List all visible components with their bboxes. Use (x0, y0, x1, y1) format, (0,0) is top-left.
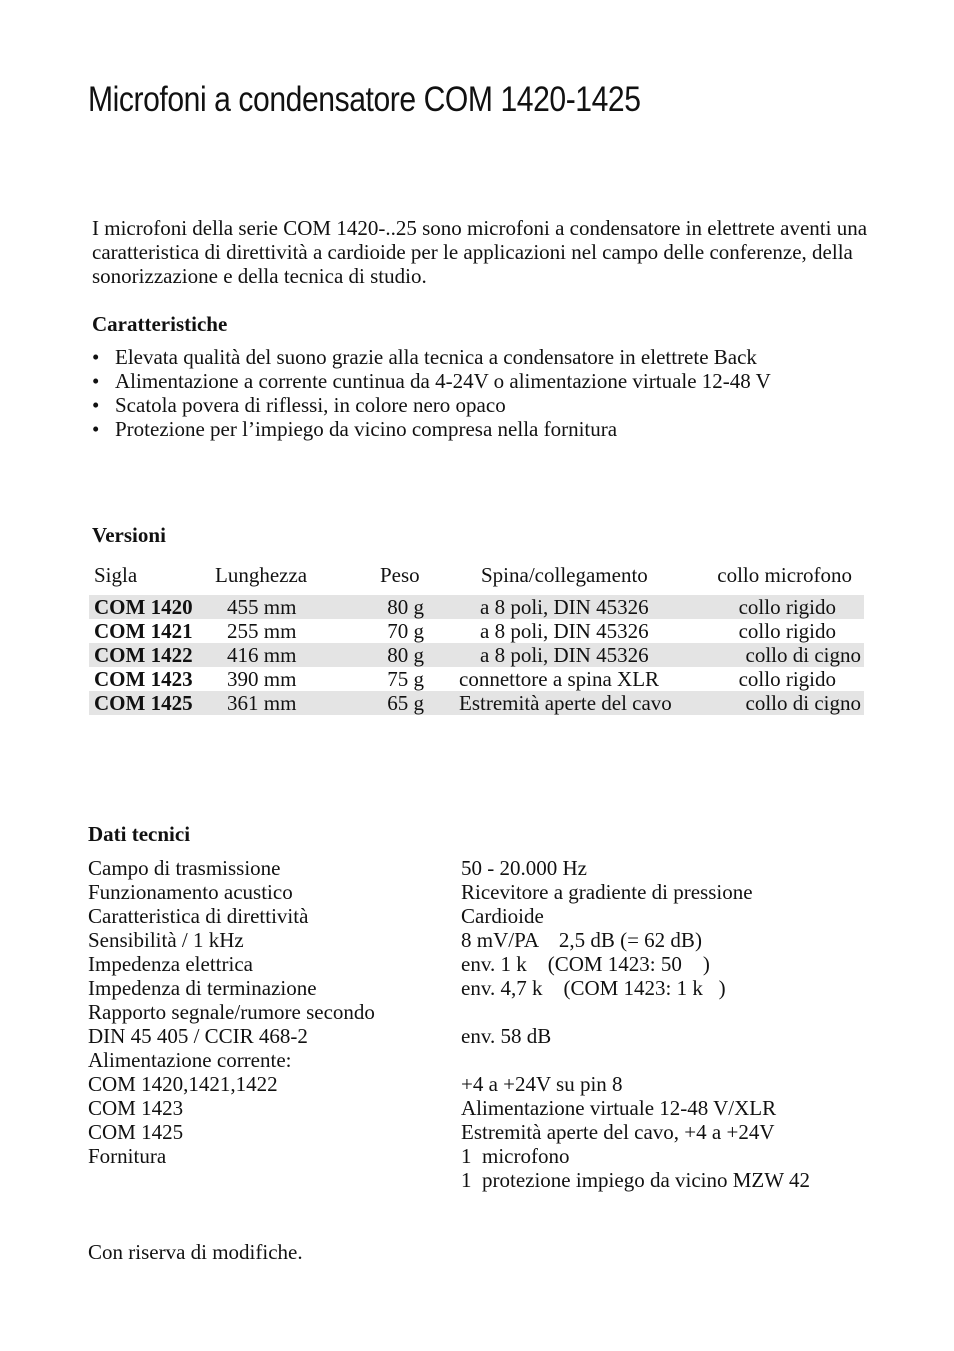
spec-label: Funzionamento acustico (88, 880, 293, 904)
spec-label: Impedenza di terminazione (88, 976, 317, 1000)
table-row (89, 619, 864, 643)
column-header: Lunghezza (215, 563, 308, 587)
model-code: COM 1423 (94, 667, 193, 691)
list-item: • Protezione per l’impiego da vicino compresa nella fornitura (92, 417, 618, 441)
column-header: Spina/collegamento (481, 563, 648, 587)
spec-value: 8 mV/PA 2,5 dB (= 62 dB) (461, 928, 702, 952)
spec-row (88, 880, 888, 904)
table-cell: 361 mm (227, 691, 297, 715)
model-code: COM 1425 (94, 691, 193, 715)
list-item: • Alimentazione a corrente cuntinua da 4-24V o alimentazione virtuale 12-48 V (92, 369, 771, 393)
footer-note: Con riserva di modifiche. (88, 1240, 303, 1264)
versions-heading: Versioni (92, 523, 166, 547)
features-list (92, 345, 771, 441)
list-item: • Elevata qualità del suono grazie alla tecnica a condensatore in elettrete Back (92, 345, 757, 369)
table-row (89, 595, 864, 619)
spec-value: +4 a +24V su pin 8 (461, 1072, 623, 1096)
table-cell: collo rigido (738, 595, 836, 619)
model-code: COM 1420 (94, 595, 193, 619)
spec-value: 1 protezione impiego da vicino MZW 42 (461, 1168, 810, 1192)
spec-label: COM 1420,1421,1422 (88, 1072, 278, 1096)
table-row (89, 643, 864, 667)
spec-value: env. 58 dB (461, 1024, 552, 1048)
table-cell: 70 g (387, 619, 424, 643)
spec-value: Cardioide (461, 904, 544, 928)
table-cell: connettore a spina XLR (459, 667, 660, 691)
spec-row (88, 1144, 888, 1168)
model-code: COM 1421 (94, 619, 193, 643)
spec-value: Estremità aperte del cavo, +4 a +24V (461, 1120, 775, 1144)
spec-label: Alimentazione corrente: (88, 1048, 292, 1072)
table-header-row (89, 563, 864, 595)
page-title: Microfoni a condensatore COM 1420-1425 (88, 80, 641, 119)
intro-paragraph: I microfoni della serie COM 1420-..25 sono microfoni a condensatore in elettrete aventi una caratteristica di direttività a cardioide per le applicazioni nel campo delle conferenze, della sonorizzazione e della tecnica di studio. (92, 216, 868, 288)
table-cell: collo rigido (738, 667, 836, 691)
spec-row (88, 1120, 888, 1144)
table-cell: 75 g (387, 667, 424, 691)
spec-label: Fornitura (88, 1144, 167, 1168)
table-row (89, 691, 864, 715)
spec-row (88, 1048, 888, 1072)
features-heading: Caratteristiche (92, 312, 228, 336)
table-cell: 390 mm (227, 667, 297, 691)
spec-label: Impedenza elettrica (88, 952, 253, 976)
bullet-icon: • (92, 369, 100, 393)
table-cell: a 8 poli, DIN 45326 (480, 619, 649, 643)
spec-row (88, 976, 888, 1000)
table-cell: 455 mm (227, 595, 297, 619)
spec-row (88, 928, 888, 952)
spec-label: COM 1423 (88, 1096, 184, 1120)
spec-value: 1 microfono (461, 1144, 570, 1168)
versions-table (89, 563, 864, 715)
table-cell: a 8 poli, DIN 45326 (480, 595, 649, 619)
bullet-icon: • (92, 417, 100, 441)
model-code: COM 1422 (94, 643, 193, 667)
table-cell: 255 mm (227, 619, 297, 643)
spec-value: Ricevitore a gradiente di pressione (461, 880, 753, 904)
spec-row (88, 1000, 888, 1024)
table-cell: 65 g (387, 691, 424, 715)
spec-label: COM 1425 (88, 1120, 184, 1144)
column-header: Sigla (94, 563, 138, 587)
table-cell: collo di cigno (745, 643, 861, 667)
spec-value: env. 4,7 k (COM 1423: 1 k ) (461, 976, 726, 1000)
spec-value: env. 1 k (COM 1423: 50 ) (461, 952, 710, 976)
spec-row (88, 1096, 888, 1120)
table-cell: 80 g (387, 595, 424, 619)
table-cell: 416 mm (227, 643, 297, 667)
spec-label: Campo di trasmissione (88, 856, 281, 880)
spec-value: 50 - 20.000 Hz (461, 856, 587, 880)
bullet-icon: • (92, 393, 100, 417)
spec-label: Caratteristica di direttività (88, 904, 309, 928)
bullet-icon: • (92, 345, 100, 369)
table-cell: collo di cigno (745, 691, 861, 715)
spec-row (88, 1072, 888, 1096)
spec-row (88, 952, 888, 976)
spec-row (88, 1168, 888, 1192)
spec-row (88, 1024, 888, 1048)
table-cell: Estremità aperte del cavo (459, 691, 672, 715)
spec-label: Rapporto segnale/rumore secondo (88, 1000, 375, 1024)
column-header: Peso (380, 563, 420, 587)
spec-label: Sensibilità / 1 kHz (88, 928, 244, 952)
table-cell: collo rigido (738, 619, 836, 643)
spec-row (88, 856, 888, 880)
table-row (89, 667, 864, 691)
table-cell: a 8 poli, DIN 45326 (480, 643, 649, 667)
spec-row (88, 904, 888, 928)
column-header: collo microfono (717, 563, 852, 587)
specs-heading: Dati tecnici (88, 822, 191, 846)
table-cell: 80 g (387, 643, 424, 667)
list-item: • Scatola povera di riflessi, in colore nero opaco (92, 393, 506, 417)
specs-list (88, 856, 888, 1192)
spec-value: Alimentazione virtuale 12-48 V/XLR (461, 1096, 777, 1120)
spec-label: DIN 45 405 / CCIR 468-2 (88, 1024, 308, 1048)
